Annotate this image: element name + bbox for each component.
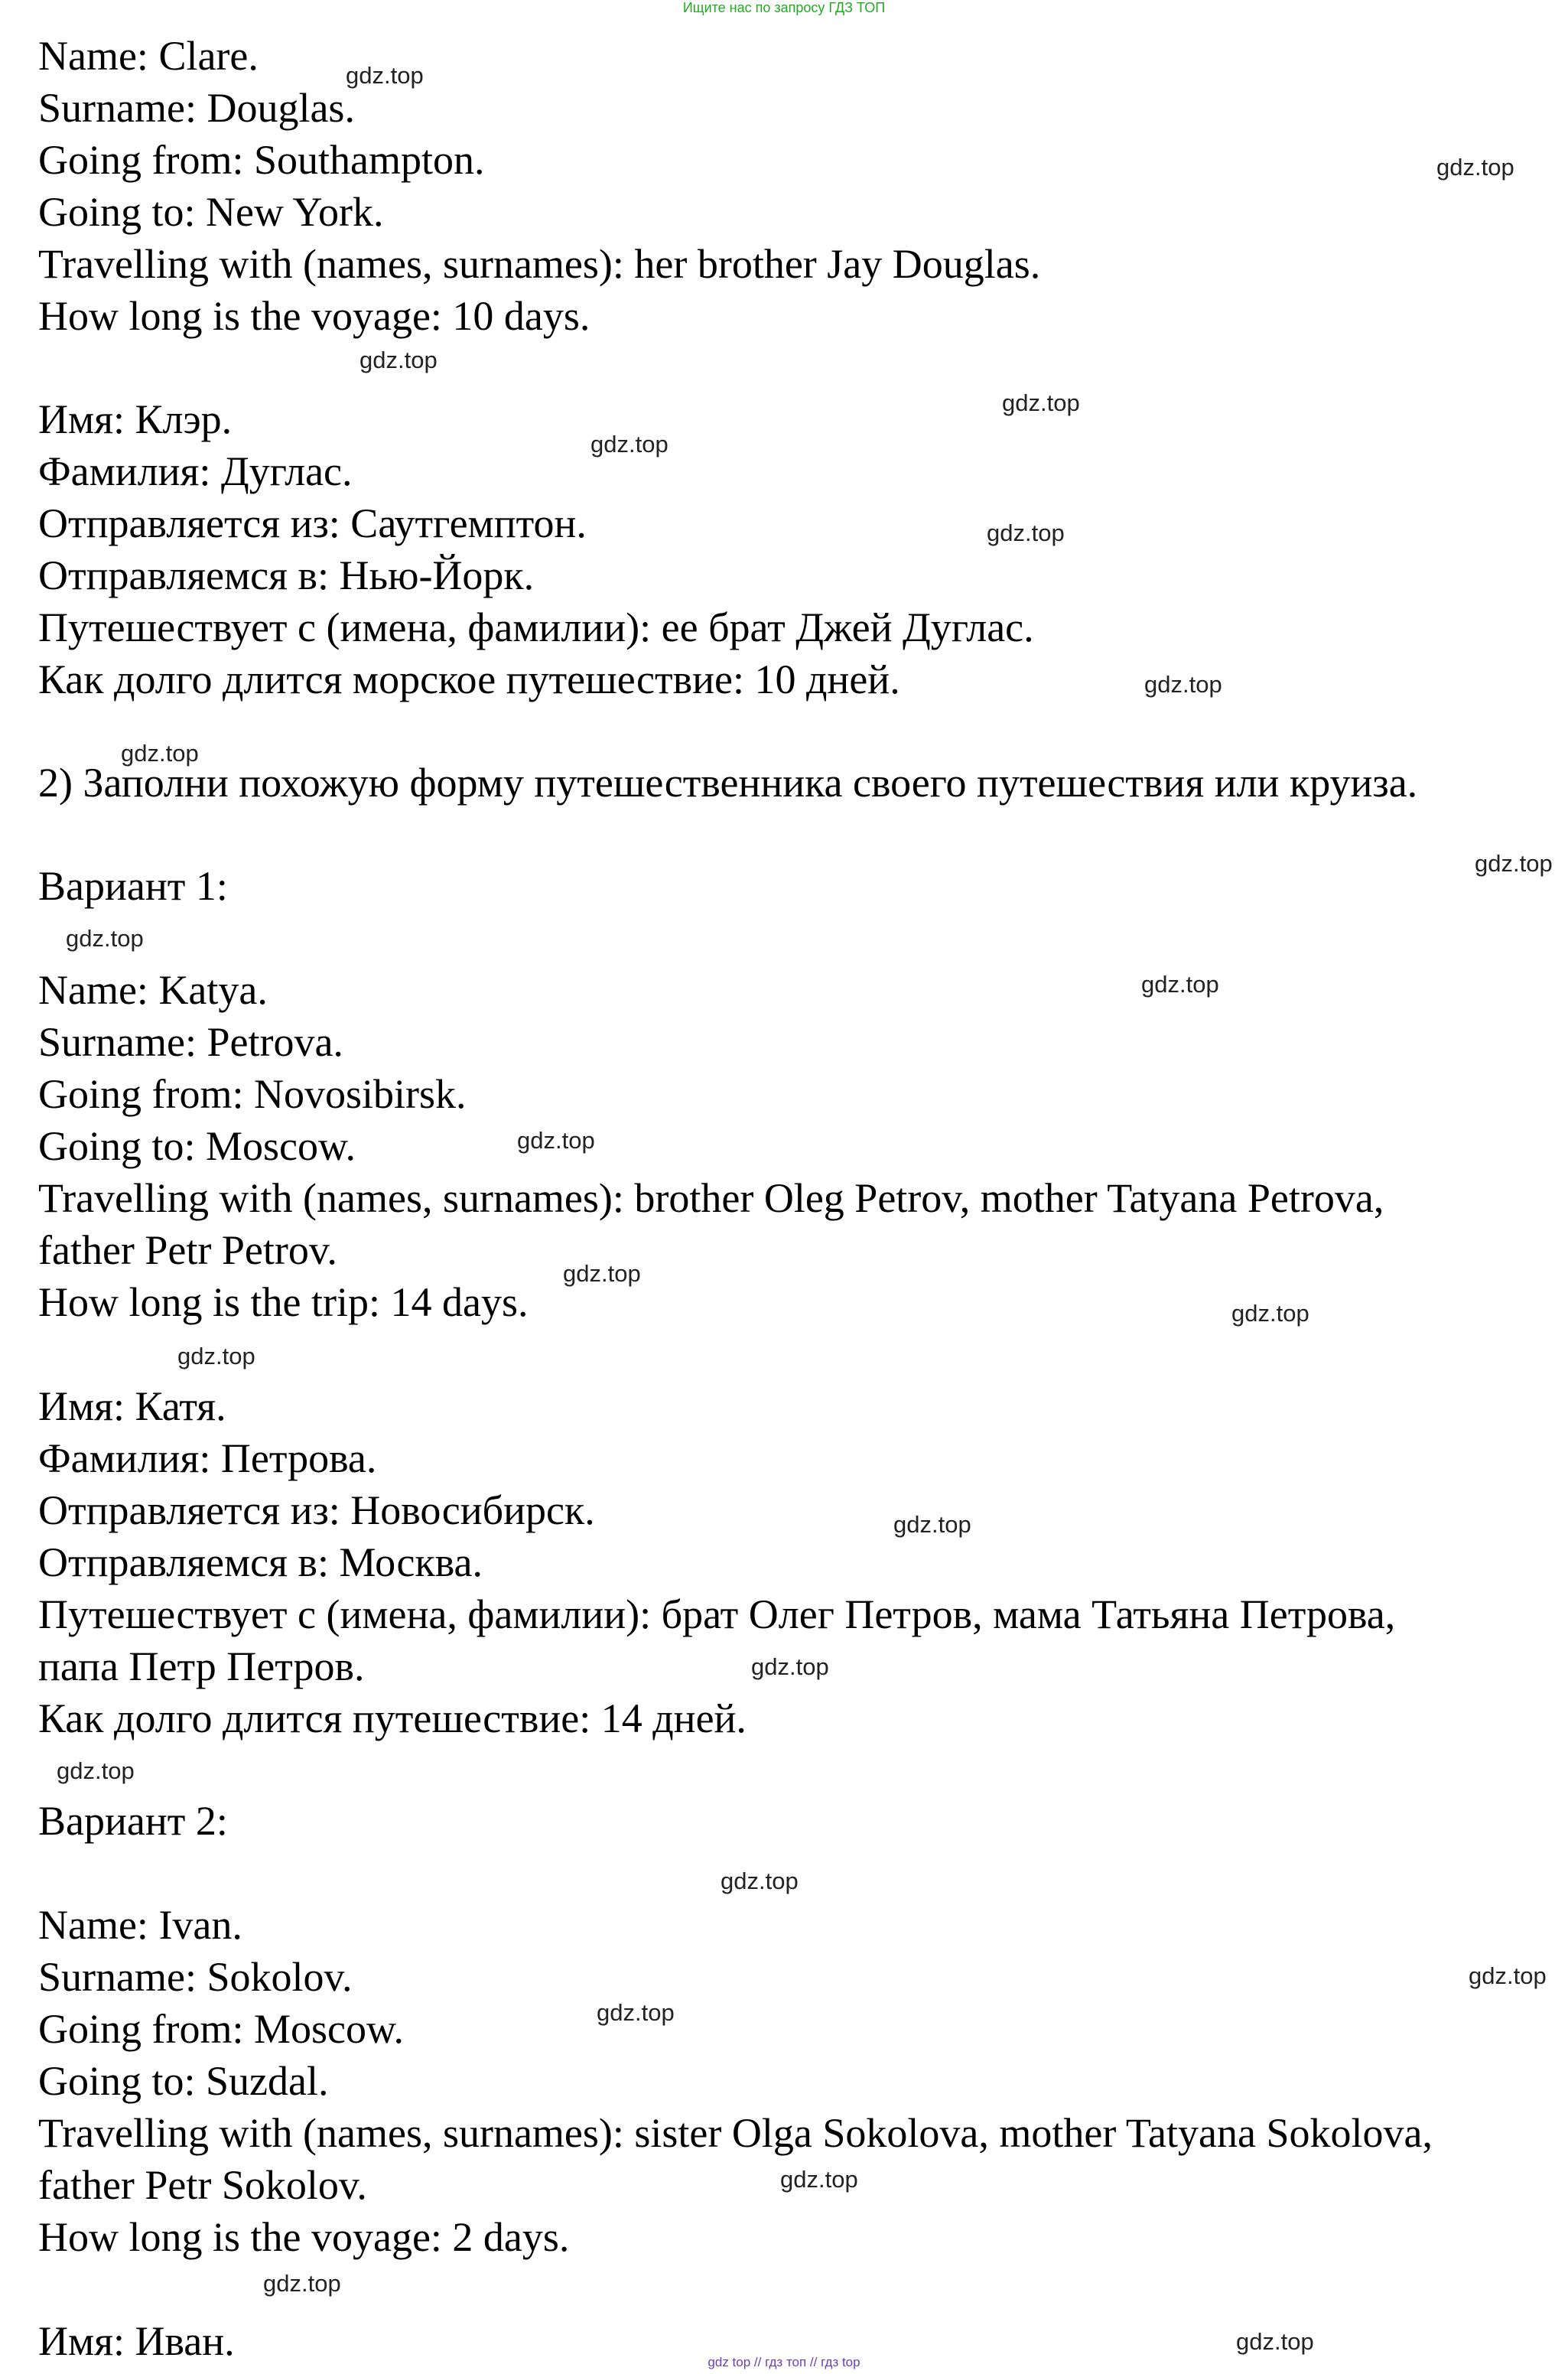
top-banner: Ищите нас по запросу ГДЗ ТОП	[682, 0, 886, 15]
text-line: Отправляемся в: Нью-Йорк.	[38, 552, 535, 598]
text-line: How long is the voyage: 2 days.	[38, 2214, 570, 2260]
text-line: Travelling with (names, surnames): sister Olga Sokolova, mother Tatyana Sokolova,	[38, 2110, 1433, 2156]
text-line: Travelling with (names, surnames): her brother Jay Douglas.	[38, 241, 1041, 287]
text-line: Going to: Suzdal.	[38, 2058, 329, 2104]
text-line: Surname: Petrova.	[38, 1019, 343, 1065]
text-line: Имя: Иван.	[38, 2318, 235, 2364]
watermark: gdz.top	[987, 519, 1065, 546]
watermark: gdz.top	[177, 1343, 255, 1369]
text-line: Как долго длится путешествие: 14 дней.	[38, 1695, 747, 1741]
text-line: Путешествует с (имена, фамилии): брат Олег Петров, мама Татьяна Петрова,	[38, 1591, 1396, 1637]
variant-heading: Вариант 2:	[38, 1798, 228, 1844]
variant-heading: Вариант 1:	[38, 863, 228, 909]
text-line: How long is the voyage: 10 days.	[38, 293, 590, 339]
watermark: gdz.top	[893, 1511, 971, 1538]
text-line: How long is the trip: 14 days.	[38, 1279, 529, 1325]
text-line: Имя: Катя.	[38, 1383, 226, 1429]
watermark: gdz.top	[517, 1127, 595, 1154]
text-line: Name: Ivan.	[38, 1902, 242, 1948]
text-line: Имя: Клэр.	[38, 396, 233, 442]
watermark: gdz.top	[346, 62, 424, 89]
text-line: Going from: Novosibirsk.	[38, 1071, 467, 1117]
watermark: gdz.top	[57, 1757, 135, 1784]
text-line: Going to: New York.	[38, 189, 384, 235]
text-line: father Petr Sokolov.	[38, 2162, 367, 2208]
text-line: Путешествует с (имена, фамилии): ее брат Джей Дуглас.	[38, 604, 1034, 650]
text-line: Отправляется из: Саутгемптон.	[38, 500, 587, 546]
text-line: Travelling with (names, surnames): brother Oleg Petrov, mother Tatyana Petrova,	[38, 1175, 1384, 1221]
text-line: Surname: Douglas.	[38, 85, 355, 131]
watermark: gdz.top	[563, 1260, 641, 1287]
watermark: gdz.top	[597, 1999, 675, 2026]
text-line: father Petr Petrov.	[38, 1227, 337, 1273]
watermark: gdz.top	[780, 2166, 858, 2193]
text-line: Фамилия: Дуглас.	[38, 448, 353, 494]
text-line: Фамилия: Петрова.	[38, 1435, 377, 1481]
text-line: Surname: Sokolov.	[38, 1954, 353, 2000]
watermark: gdz.top	[1475, 850, 1553, 877]
text-line: Отправляется из: Новосибирск.	[38, 1487, 595, 1533]
watermark: gdz.top	[359, 347, 438, 373]
watermark: gdz.top	[1236, 2328, 1314, 2355]
watermark: gdz.top	[1141, 971, 1219, 998]
watermark: gdz.top	[1144, 671, 1222, 698]
footer-links: gdz top // гдз топ // гдз top	[708, 2355, 860, 2369]
watermark: gdz.top	[66, 925, 144, 952]
task-heading: 2) Заполни похожую форму путешественника своего путешествия или круиза.	[38, 760, 1418, 806]
text-line: Отправляемся в: Москва.	[38, 1539, 483, 1585]
watermark: gdz.top	[121, 740, 199, 767]
text-line: Name: Clare.	[38, 33, 259, 79]
watermark: gdz.top	[751, 1653, 829, 1680]
watermark: gdz.top	[1469, 1962, 1547, 1989]
text-line: Как долго длится морское путешествие: 10 дней.	[38, 656, 900, 702]
watermark: gdz.top	[1436, 154, 1514, 181]
watermark: gdz.top	[590, 431, 669, 458]
text-line: Name: Katya.	[38, 967, 268, 1013]
text-line: папа Петр Петров.	[38, 1643, 365, 1689]
text-line: Going from: Southampton.	[38, 137, 485, 183]
watermark: gdz.top	[1002, 389, 1080, 416]
watermark: gdz.top	[721, 1868, 799, 1894]
text-line: Going to: Moscow.	[38, 1123, 356, 1169]
watermark: gdz.top	[1231, 1300, 1309, 1327]
text-line: Going from: Moscow.	[38, 2006, 404, 2052]
watermark: gdz.top	[263, 2270, 341, 2297]
